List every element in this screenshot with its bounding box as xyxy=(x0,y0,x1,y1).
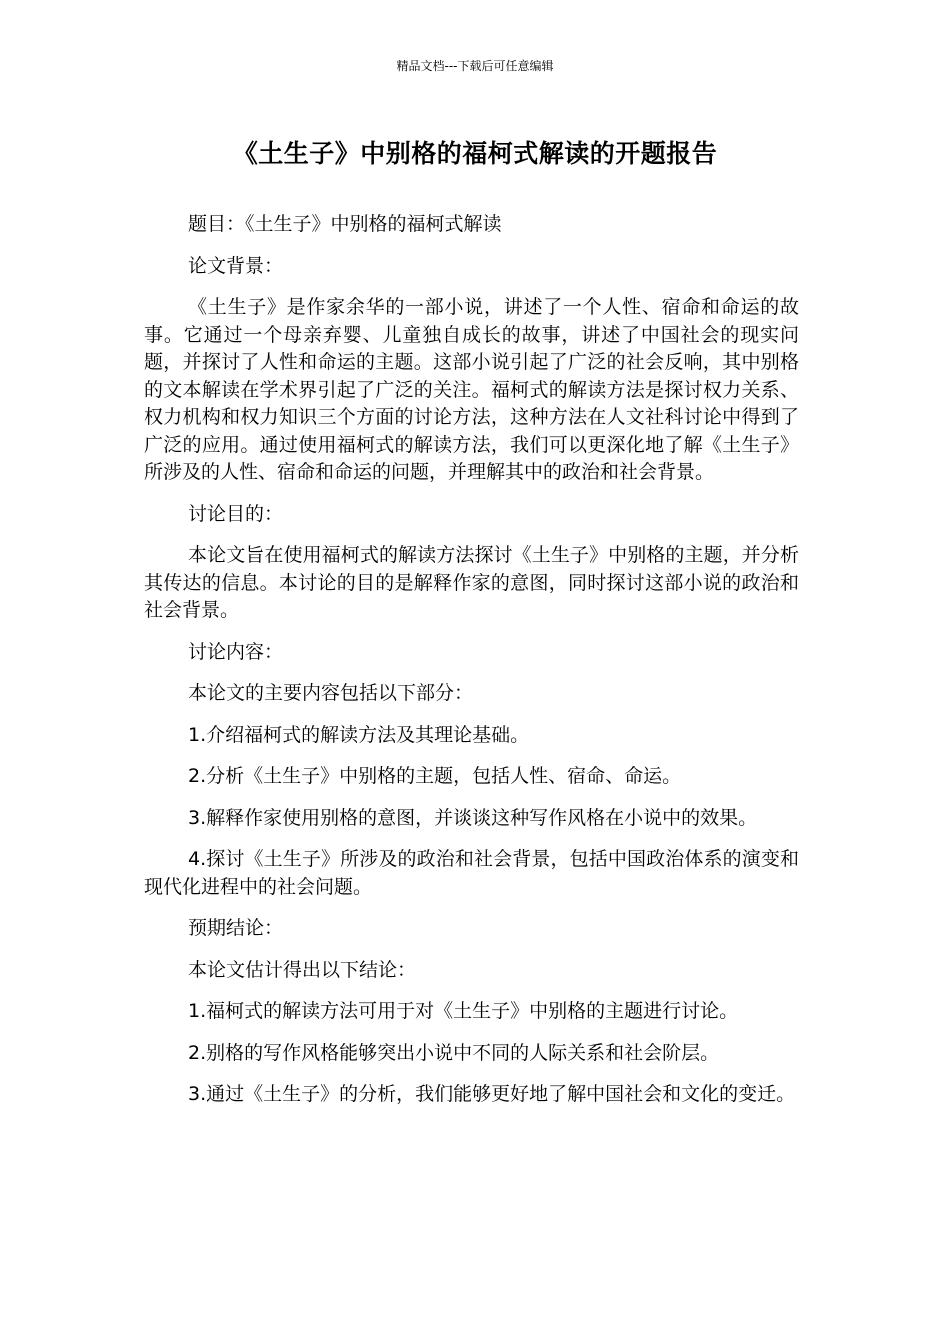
paragraph-background: 《土生子》是作家余华的一部小说，讲述了一个人性、宿命和命运的故事。它通过一个母亲弃婴、儿童独自成长的故事，讲述了中国社会的现实问题，并探讨了人性和命运的主题。这部小说引起了广泛的社会反响，其中别格的文本解读在学术界引起了广泛的关注。福柯式的解读方法是探讨权力关系、权力机构和权力知识三个方面的讨论方法，这种方法在人文社科讨论中得到了广泛的应用。通过使用福柯式的解读方法，我们可以更深化地了解《土生子》所涉及的人性、宿命和命运的问题，并理解其中的政治和社会背景。 xyxy=(144,296,799,483)
heading-background: 论文背景： xyxy=(188,254,284,277)
list-item-content-1: 1.介绍福柯式的解读方法及其理论基础。 xyxy=(188,723,530,746)
paragraph-content-intro: 本论文的主要内容包括以下部分： xyxy=(188,682,474,704)
document-body xyxy=(144,211,799,1123)
heading-conclusion: 预期结论： xyxy=(188,917,284,939)
heading-content: 讨论内容： xyxy=(188,640,284,663)
paragraph-conclusion-intro: 本论文估计得出以下结论： xyxy=(188,958,417,981)
heading-purpose: 讨论目的： xyxy=(188,502,284,525)
list-item-conclusion-3: 3.通过《土生子》的分析，我们能够更好地了解中国社会和文化的变迁。 xyxy=(188,1083,796,1105)
paragraph-topic: 题目：《土生子》中别格的福柯式解读 xyxy=(188,213,502,235)
list-item-content-3: 3.解释作家使用别格的意图，并谈谈这种写作风格在小说中的效果。 xyxy=(188,806,758,829)
document-title: 《土生子》中别格的福柯式解读的开题报告 xyxy=(232,139,718,168)
list-item-content-2: 2.分析《土生子》中别格的主题，包括人性、宿命、命运。 xyxy=(188,765,682,787)
page-header: 精品文档---下载后可任意编辑 xyxy=(396,59,554,73)
list-item-content-4: 4.探讨《土生子》所涉及的政治和社会背景，包括中国政治体系的演变和现代化进程中的社会问题。 xyxy=(144,848,799,898)
list-item-conclusion-1: 1.福柯式的解读方法可用于对《土生子》中别格的主题进行讨论。 xyxy=(188,1000,739,1022)
paragraph-purpose: 本论文旨在使用福柯式的解读方法探讨《土生子》中别格的主题，并分析其传达的信息。本讨论的目的是解释作家的意图，同时探讨这部小说的政治和社会背景。 xyxy=(144,544,799,621)
list-item-conclusion-2: 2.别格的写作风格能够突出小说中不同的人际关系和社会阶层。 xyxy=(188,1041,720,1064)
